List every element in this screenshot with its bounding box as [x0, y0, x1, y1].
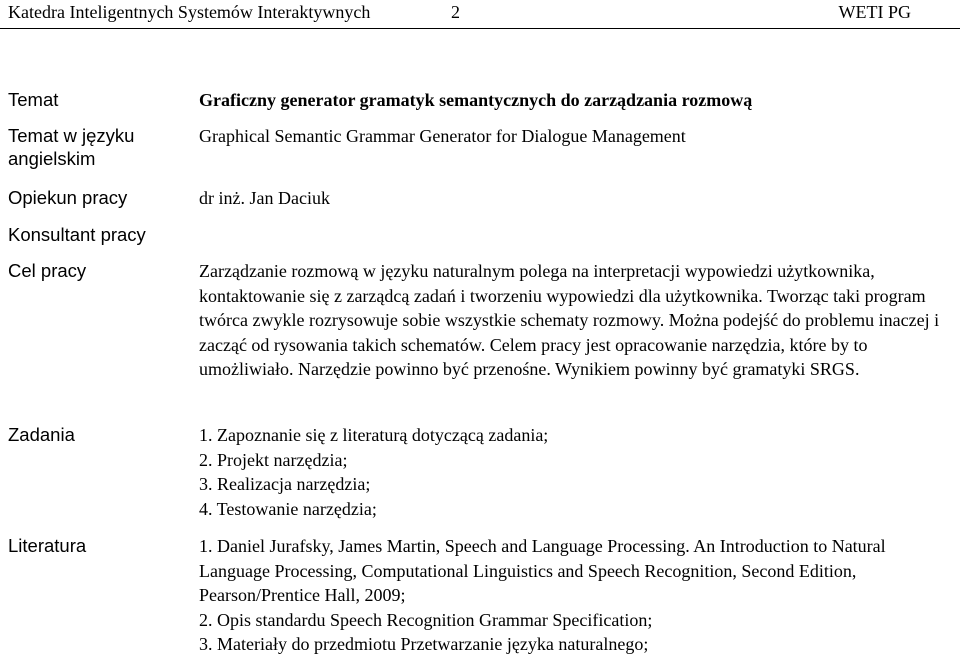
department-name: Katedra Inteligentnych Systemów Interaktywnych: [8, 2, 371, 22]
faculty-abbreviation: WETI PG: [838, 2, 911, 22]
list-item: 1. Daniel Jurafsky, James Martin, Speech and Language Processing. An Introduction to Natural Language Processing, Computational Linguistics and Speech Recognition, Second Edition, Pearson/Prentice Hall, 2009;: [199, 536, 886, 605]
header-divider: [0, 28, 960, 29]
list-item: 1. Zapoznanie się z literaturą dotyczącą zadania;: [199, 425, 549, 445]
literature-list: [199, 534, 954, 657]
label-literatura: Literatura: [8, 535, 87, 556]
page-number: 2: [451, 2, 460, 22]
page-header: [0, 0, 960, 30]
list-item: 3. Materiały do przedmiotu Przetwarzanie języka naturalnego;: [199, 634, 649, 654]
list-item: 2. Opis standardu Speech Recognition Grammar Specification;: [199, 609, 653, 630]
label-temat-en: Temat w języku angielskim: [8, 125, 135, 169]
list-item: 3. Realizacja narzędzia;: [199, 474, 371, 494]
value-temat-en: Graphical Semantic Grammar Generator for Dialogue Management: [199, 126, 686, 146]
value-temat: Graficzny generator gramatyk semantycznych do zarządzania rozmową: [199, 90, 753, 110]
label-cel: Cel pracy: [8, 260, 87, 281]
label-opiekun: Opiekun pracy: [8, 187, 128, 208]
label-temat: Temat: [8, 89, 59, 110]
label-konsultant: Konsultant pracy: [8, 224, 146, 245]
value-cel: Zarządzanie rozmową w języku naturalnym polega na interpretacji wypowiedzi użytkownika, kontaktowanie się z zarządcą zadań i tworzeniu wypowiedzi dla użytkownika. Tworząc taki program twórca zwykle rozrysowuje sobie wszystkie schematy rozmowy. Można podejść do problemu inaczej i zacząć od rysowania takich schematów. Celem pracy jest opracowanie narzędzia, które by to umożliwiało. Narzędzie powinno być przenośne. Wynikiem powinny być gramatyki SRGS.: [199, 261, 940, 379]
label-zadania: Zadania: [8, 424, 75, 445]
value-opiekun: dr inż. Jan Daciuk: [199, 188, 330, 208]
list-item: 4. Testowanie narzędzia;: [199, 498, 377, 519]
list-item: 2. Projekt narzędzia;: [199, 449, 348, 470]
task-list: [199, 423, 954, 521]
